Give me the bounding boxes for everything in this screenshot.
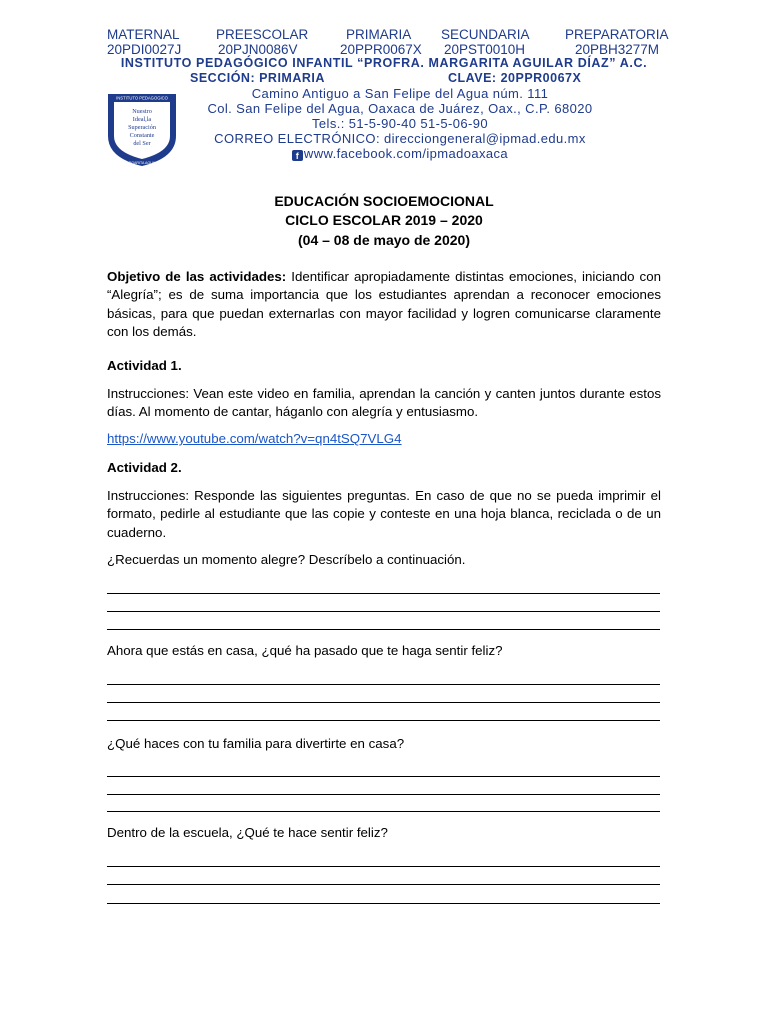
code-secundaria: 20PST0010H bbox=[444, 42, 526, 57]
phone-numbers: Tels.: 51-5-90-40 51-5-06-90 bbox=[312, 116, 488, 131]
level-preescolar: PREESCOLAR bbox=[216, 27, 309, 42]
objective-text: Identificar apropiadamente distintas emociones, iniciando con “Alegría”; es de suma importancia que los estudiantes aprendan a reconocer emociones básicas, para que puedan externarlas con mayor facilidad y logren comunicarse claramente con los demás. bbox=[107, 269, 661, 340]
facebook-icon: f bbox=[292, 150, 303, 161]
youtube-link[interactable]: https://www.youtube.com/watch?v=qn4tSQ7VLG4 bbox=[107, 431, 402, 446]
objective-paragraph bbox=[107, 268, 661, 342]
answer-line[interactable] bbox=[107, 720, 660, 721]
answer-line[interactable] bbox=[107, 811, 660, 812]
level-primaria: PRIMARIA bbox=[346, 27, 412, 42]
question-4: Dentro de la escuela, ¿Qué te hace sentir feliz? bbox=[107, 825, 388, 840]
answer-line[interactable] bbox=[107, 611, 660, 612]
answer-line[interactable] bbox=[107, 593, 660, 594]
code-maternal: 20PDI0027J bbox=[107, 42, 182, 57]
level-preparatoria: PREPARATORIA bbox=[565, 27, 669, 42]
section-label: SECCIÓN: PRIMARIA bbox=[190, 71, 325, 85]
doc-title: EDUCACIÓN SOCIOEMOCIONAL bbox=[274, 193, 494, 209]
question-1: ¿Recuerdas un momento alegre? Descríbelo a continuación. bbox=[107, 552, 466, 567]
svg-text:Constante: Constante bbox=[129, 132, 155, 139]
date-range: (04 – 08 de mayo de 2020) bbox=[298, 232, 470, 248]
answer-line[interactable] bbox=[107, 884, 660, 885]
svg-text:Superación: Superación bbox=[128, 124, 156, 131]
objective-label: Objetivo de las actividades: bbox=[107, 269, 287, 284]
activity-1-heading: Actividad 1. bbox=[107, 358, 182, 373]
code-preparatoria: 20PBH3277M bbox=[575, 42, 660, 57]
level-secundaria: SECUNDARIA bbox=[441, 27, 530, 42]
clave-label: CLAVE: 20PPR0067X bbox=[448, 71, 582, 85]
answer-line[interactable] bbox=[107, 794, 660, 795]
question-2: Ahora que estás en casa, ¿qué ha pasado que te haga sentir feliz? bbox=[107, 643, 503, 658]
svg-text:MARGARITA AGUILAR: MARGARITA AGUILAR bbox=[123, 161, 161, 165]
address-line-2: Col. San Felipe del Agua, Oaxaca de Juárez, Oax., C.P. 68020 bbox=[207, 101, 593, 116]
svg-text:INSTITUTO PEDAGOGICO: INSTITUTO PEDAGOGICO bbox=[116, 95, 168, 101]
svg-text:Nuestro: Nuestro bbox=[132, 108, 152, 115]
facebook-line bbox=[160, 146, 640, 161]
school-year: CICLO ESCOLAR 2019 – 2020 bbox=[285, 212, 483, 228]
answer-line[interactable] bbox=[107, 702, 660, 703]
answer-line[interactable] bbox=[107, 684, 660, 685]
level-maternal: MATERNAL bbox=[107, 27, 180, 42]
question-3: ¿Qué haces con tu familia para divertirte en casa? bbox=[107, 736, 405, 751]
email-line: CORREO ELECTRÓNICO: direcciongeneral@ipmad.edu.mx bbox=[214, 131, 586, 146]
activity-2-heading: Actividad 2. bbox=[107, 460, 182, 475]
answer-line[interactable] bbox=[107, 903, 660, 904]
answer-line[interactable] bbox=[107, 866, 660, 867]
institute-name: INSTITUTO PEDAGÓGICO INFANTIL “PROFRA. MARGARITA AGUILAR DÍAZ” A.C. bbox=[120, 56, 648, 70]
svg-text:Ideal,la: Ideal,la bbox=[132, 116, 152, 123]
facebook-url[interactable]: www.facebook.com/ipmadoaxaca bbox=[303, 146, 509, 161]
activity-1-instructions: Instrucciones: Vean este video en familia, aprendan la canción y canten juntos durante estos días. Al momento de cantar, háganlo con alegría y entusiasmo. bbox=[107, 386, 661, 420]
address-line-1: Camino Antiguo a San Felipe del Agua núm. 111 bbox=[251, 86, 549, 101]
code-primaria: 20PPR0067X bbox=[340, 42, 422, 57]
activity-2-instructions: Instrucciones: Responde las siguientes preguntas. En caso de que no se pueda imprimir el formato, pedirle al estudiante que las copie y conteste en una hoja blanca, reciclada o de un cuaderno. bbox=[107, 488, 661, 540]
answer-line[interactable] bbox=[107, 629, 660, 630]
answer-line[interactable] bbox=[107, 776, 660, 777]
code-preescolar: 20PJN0086V bbox=[218, 42, 298, 57]
svg-text:del Ser: del Ser bbox=[133, 140, 151, 147]
